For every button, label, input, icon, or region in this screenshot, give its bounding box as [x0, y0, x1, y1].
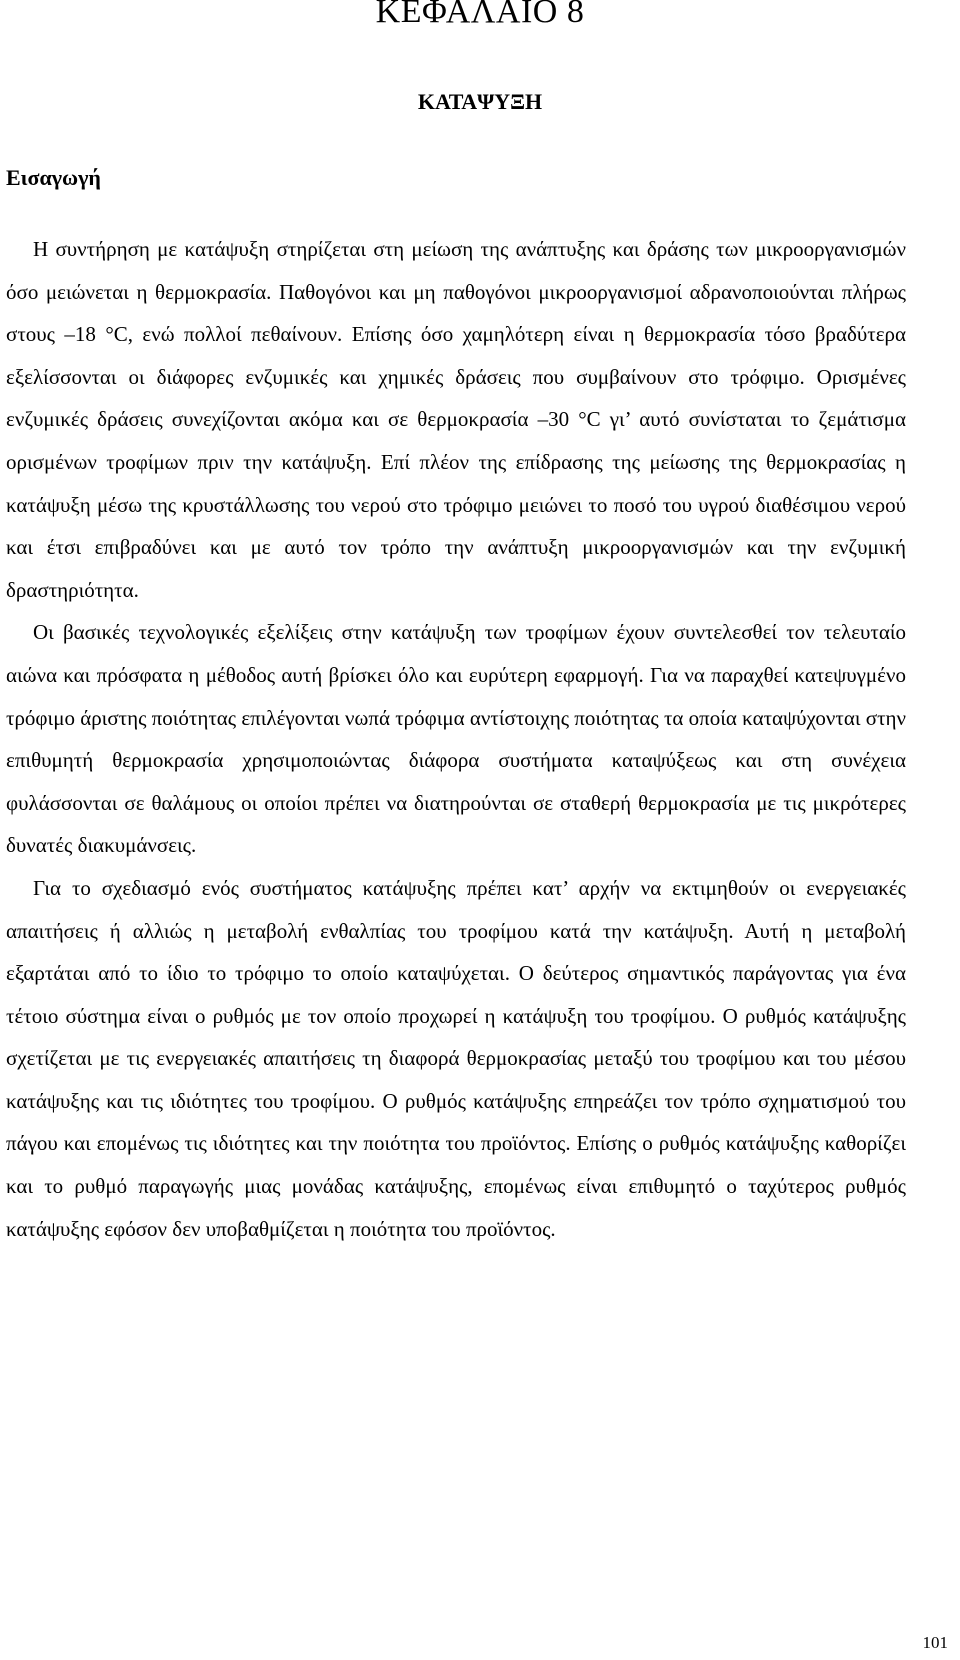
paragraph-2: Οι βασικές τεχνολογικές εξελίξεις στην κατάψυξη των τροφίμων έχουν συντελεσθεί τον τελευταίο αιώνα και πρόσφατα η μέθοδος αυτή βρίσκει όλο και ευρύτερη εφαρμογή. Για να παραχθεί κατεψυγμένο τρόφιμο άριστης ποιότητας επιλέγονται νωπά τρόφιμα αντίστοιχης ποιότητας τα οποία καταψύχονται στην επιθυμητή θερμοκρασία χρησιμοποιώντας διάφορα συστήματα καταψύξεως και στη συνέχεια φυλάσσονται σε θαλάμους οι οποίοι πρέπει να διατηρούνται σε σταθερή θερμοκρασία με τις μικρότερες δυνατές διακυμάνσεις.	[6, 620, 906, 858]
page-number: 101	[922, 1633, 948, 1652]
paragraph-1: Η συντήρηση με κατάψυξη στηρίζεται στη μείωση της ανάπτυξης και δράσης των μικροοργανισμών όσο μειώνεται η θερμοκρασία. Παθογόνοι και μη παθογόνοι μικροοργανισμοί αδρανοποιούνται πλήρως στους –18 °C, ενώ πολλοί πεθαίνουν. Επίσης όσο χαμηλότερη είναι η θερμοκρασία τόσο βραδύτερα εξελίσσονται οι διάφορες ενζυμικές και χημικές δράσεις που συμβαίνουν στο τρόφιμο. Ορισμένες ενζυμικές δράσεις συνεχίζονται ακόμα και σε θερμοκρασία –30 °C γι’ αυτό συνίσταται το ζεμάτισμα ορισμένων τροφίμων πριν την κατάψυξη. Επί πλέον της επίδρασης της μείωσης της θερμοκρασίας η κατάψυξη μέσω της κρυστάλλωσης του νερού στο τρόφιμο μειώνει το ποσό του υγρού διαθέσιμου νερού και έτσι επιβραδύνει και με αυτό τον τρόπο την ανάπτυξη μικροοργανισμών και την ενζυμική δραστηριότητα.	[6, 237, 906, 602]
subsection-title: Εισαγωγή	[6, 165, 101, 190]
body-text	[6, 228, 906, 1250]
chapter-title: ΚΕΦΑΛΑΙΟ 8	[375, 0, 585, 30]
section-title: ΚΑΤΑΨΥΞΗ	[417, 89, 543, 114]
paragraph-3: Για το σχεδιασμό ενός συστήματος κατάψυξης πρέπει κατ’ αρχήν να εκτιμηθούν οι ενεργειακές απαιτήσεις ή αλλιώς η μεταβολή ενθαλπίας του τροφίμου κατά την κατάψυξη. Αυτή η μεταβολή εξαρτάται από το ίδιο το τρόφιμο το οποίο καταψύχεται. Ο δεύτερος σημαντικός παράγοντας για ένα τέτοιο σύστημα είναι ο ρυθμός με τον οποίο προχωρεί η κατάψυξη του τροφίμου. Ο ρυθμός κατάψυξης σχετίζεται με τις ενεργειακές απαιτήσεις τη διαφορά θερμοκρασίας μεταξύ του τροφίμου και του μέσου κατάψυξης και τις ιδιότητες του τροφίμου. Ο ρυθμός κατάψυξης επηρεάζει τον τρόπο σχηματισμού του πάγου και επομένως τις ιδιότητες και την ποιότητα του προϊόντος. Επίσης ο ρυθμός κατάψυξης καθορίζει και το ρυθμό παραγωγής μιας μονάδας κατάψυξης, επομένως είναι επιθυμητό ο ταχύτερος ρυθμός κατάψυξης εφόσον δεν υποβαθμίζεται η ποιότητα του προϊόντος.	[6, 875, 906, 1241]
